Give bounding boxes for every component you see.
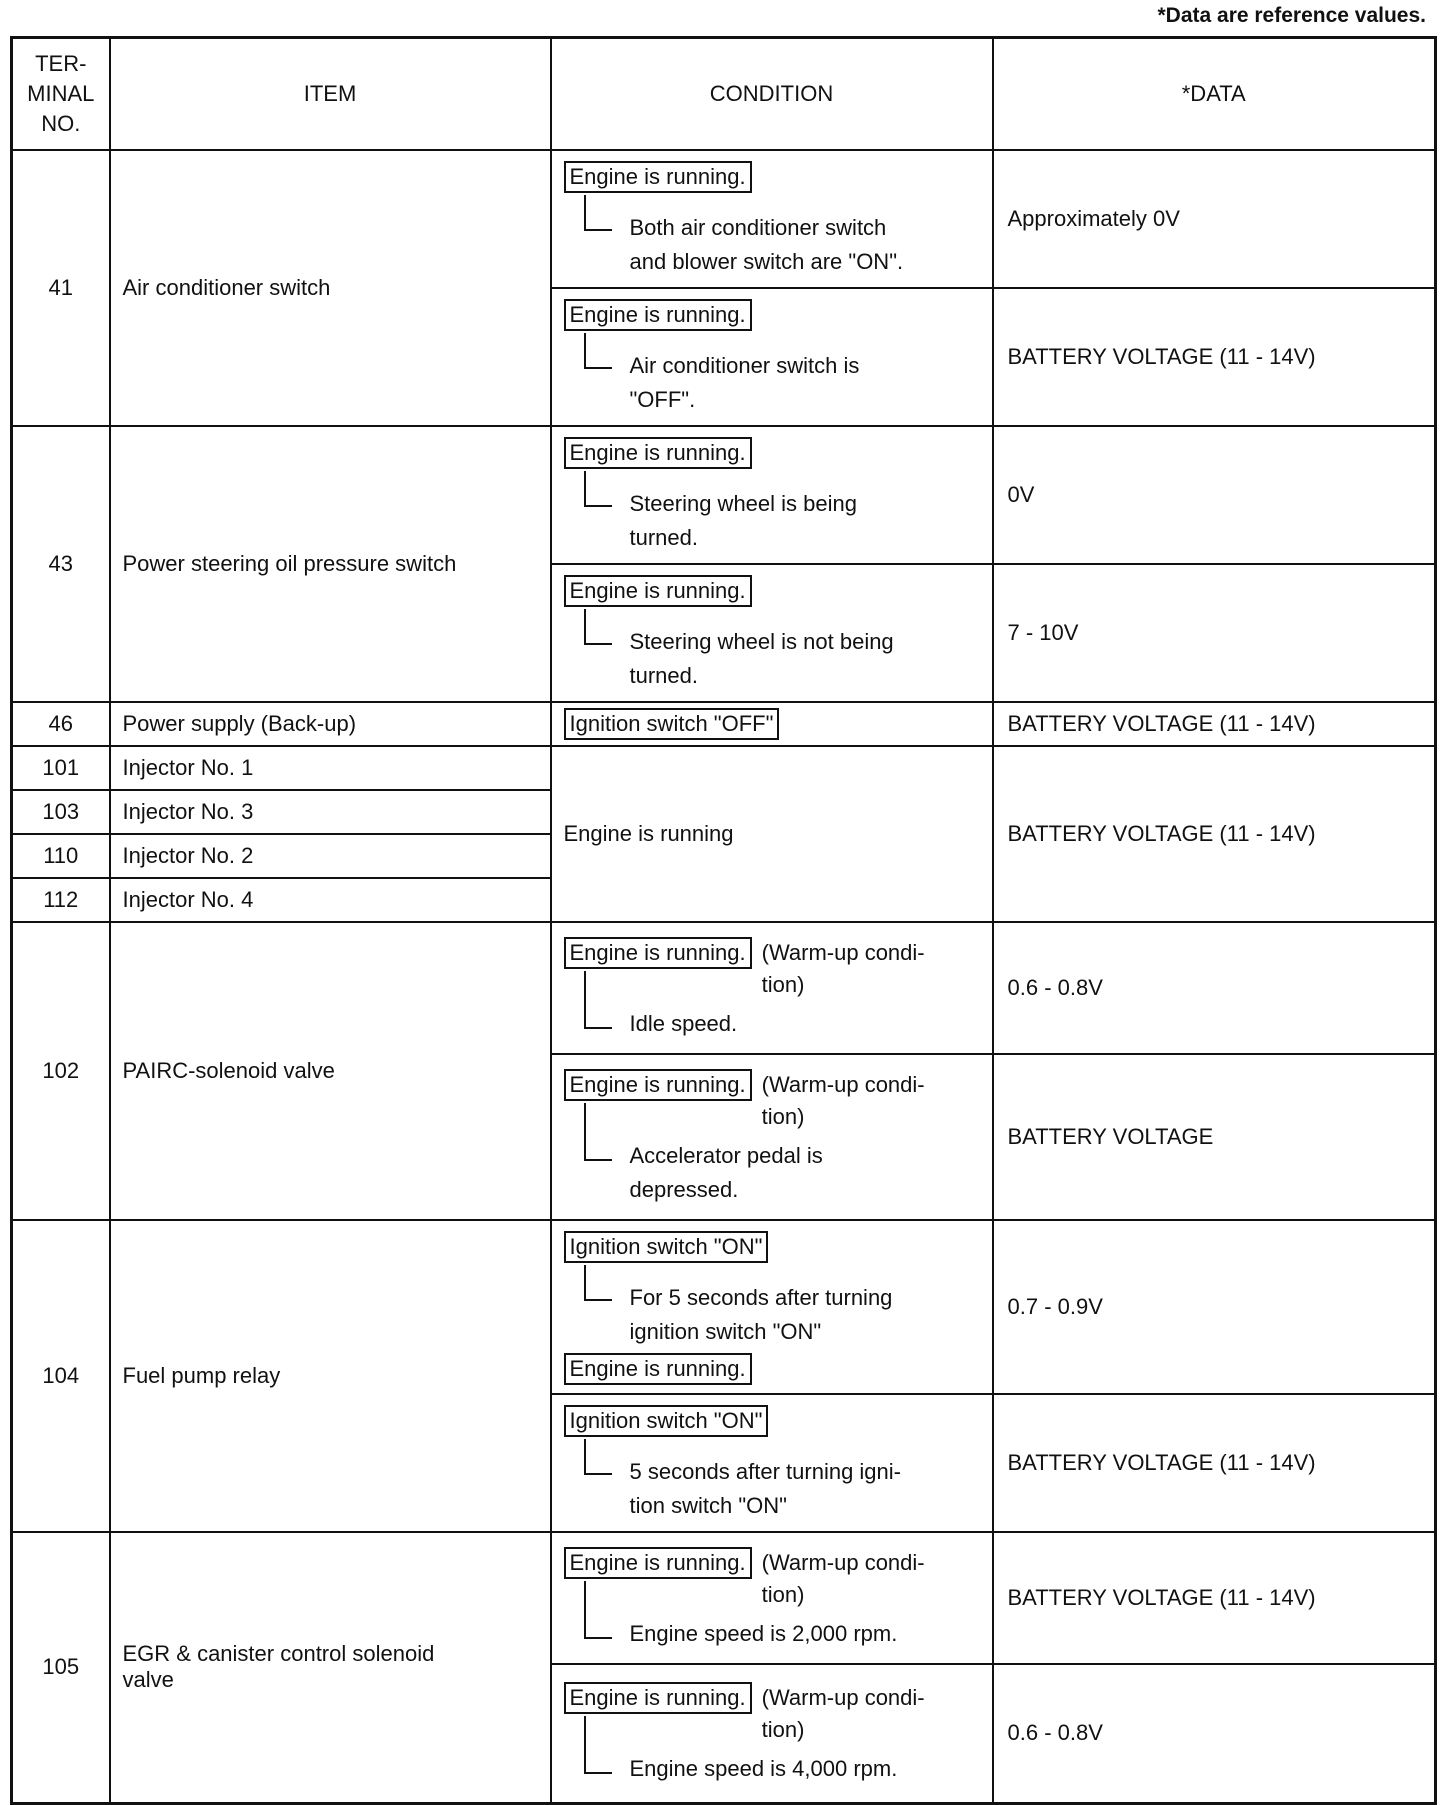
- item-name: Injector No. 3: [110, 790, 551, 834]
- data-value: 7 - 10V: [993, 564, 1436, 702]
- sub-condition: [584, 333, 984, 417]
- item-name: Air conditioner switch: [110, 150, 551, 426]
- condition-box: Engine is running.: [564, 575, 752, 607]
- terminal-number: 104: [12, 1220, 110, 1532]
- extra-line: tion): [761, 1717, 805, 1743]
- item-line: EGR & canister control solenoid: [122, 1641, 435, 1667]
- item-name: PAIRC-solenoid valve: [110, 922, 551, 1220]
- terminal-number: 41: [12, 150, 110, 426]
- extra-line: tion): [761, 1581, 805, 1607]
- sub-condition: [584, 1439, 984, 1523]
- table-row: [12, 1532, 1436, 1664]
- condition-cell: [551, 1220, 993, 1394]
- branch-line: [584, 609, 612, 645]
- header-terminal: [12, 38, 110, 150]
- table-row: [12, 922, 1436, 1054]
- condition-box: Ignition switch "ON": [564, 1231, 769, 1263]
- header-item: ITEM: [110, 38, 551, 150]
- condition-cell: [551, 702, 993, 746]
- condition-cell: [551, 1664, 993, 1804]
- extra-line: tion): [761, 971, 805, 997]
- terminal-number: 103: [12, 790, 110, 834]
- sub-condition: [584, 609, 984, 693]
- sub-line: Both air conditioner switch: [629, 214, 887, 240]
- condition-cell: [551, 1532, 993, 1664]
- header-data: *DATA: [993, 38, 1436, 150]
- header-condition: CONDITION: [551, 38, 993, 150]
- condition-cell: [551, 1054, 993, 1220]
- branch-line: [584, 195, 612, 231]
- branch-line: [584, 1265, 612, 1301]
- sub-condition-text: [630, 1716, 898, 1786]
- terminal-number: 101: [12, 746, 110, 790]
- sub-line: turned.: [629, 524, 698, 550]
- table-row: [12, 426, 1436, 564]
- data-value: BATTERY VOLTAGE: [993, 1054, 1436, 1220]
- sub-condition: [584, 471, 984, 555]
- data-value: BATTERY VOLTAGE (11 - 14V): [993, 746, 1436, 922]
- table-row: [12, 702, 1436, 746]
- condition-extra: [762, 937, 952, 1001]
- sub-condition-text: [630, 471, 857, 555]
- terminal-number: 43: [12, 426, 110, 702]
- table-row: [12, 746, 1436, 790]
- sub-line: For 5 seconds after turning: [629, 1284, 893, 1310]
- branch-line: [584, 1439, 612, 1475]
- header-terminal-line: TER-: [35, 50, 87, 76]
- branch-line: [584, 1581, 612, 1639]
- extra-line: (Warm-up condi-: [761, 1549, 925, 1575]
- branch-line: [584, 971, 612, 1029]
- data-value: Approximately 0V: [993, 150, 1436, 288]
- condition-box: Engine is running.: [564, 1682, 752, 1714]
- condition-box: Engine is running.: [564, 161, 752, 193]
- terminal-data-table: [10, 36, 1437, 1805]
- condition-cell: [551, 150, 993, 288]
- sub-line: 5 seconds after turning igni-: [629, 1458, 901, 1484]
- condition-cell: [551, 1394, 993, 1532]
- sub-line: and blower switch are "ON".: [629, 248, 904, 274]
- data-value: 0.7 - 0.9V: [993, 1220, 1436, 1394]
- item-line: valve: [122, 1667, 174, 1693]
- branch-line: [584, 1103, 612, 1161]
- extra-line: (Warm-up condi-: [761, 939, 925, 965]
- extra-line: (Warm-up condi-: [761, 1071, 925, 1097]
- condition-box: Engine is running.: [564, 1547, 752, 1579]
- header-row: [12, 38, 1436, 150]
- data-value: BATTERY VOLTAGE (11 - 14V): [993, 1532, 1436, 1664]
- item-name: [110, 1532, 551, 1804]
- condition-box: Engine is running.: [564, 1069, 752, 1101]
- sub-line: "OFF".: [629, 386, 696, 412]
- sub-line: depressed.: [629, 1176, 739, 1202]
- table-row: [12, 1220, 1436, 1394]
- condition-box: Engine is running.: [564, 437, 752, 469]
- sub-line: Steering wheel is not being: [629, 628, 894, 654]
- sub-line: Idle speed.: [629, 1010, 738, 1036]
- reference-note: *Data are reference values.: [1157, 4, 1426, 27]
- item-name: Fuel pump relay: [110, 1220, 551, 1532]
- sub-condition-text: [630, 195, 904, 279]
- condition-box: Engine is running.: [564, 299, 752, 331]
- sub-line: ignition switch "ON": [629, 1318, 822, 1344]
- sub-line: tion switch "ON": [629, 1492, 787, 1518]
- data-value: BATTERY VOLTAGE (11 - 14V): [993, 1394, 1436, 1532]
- condition-cell: [551, 564, 993, 702]
- item-name: Injector No. 4: [110, 878, 551, 922]
- sub-condition-text: [630, 1103, 823, 1207]
- condition-cell: Engine is running: [551, 746, 993, 922]
- terminal-number: 105: [12, 1532, 110, 1804]
- header-terminal-line: MINAL: [27, 80, 95, 106]
- sub-line: Engine speed is 2,000 rpm.: [629, 1620, 898, 1646]
- sub-line: Engine speed is 4,000 rpm.: [629, 1756, 898, 1782]
- branch-line: [584, 471, 612, 507]
- sub-line: Steering wheel is being: [629, 490, 857, 516]
- condition-box: Ignition switch "OFF": [564, 708, 780, 740]
- sub-condition-text: [630, 609, 894, 693]
- table-row: [12, 150, 1436, 288]
- terminal-number: 110: [12, 834, 110, 878]
- sub-condition-text: [630, 1265, 893, 1349]
- data-value: BATTERY VOLTAGE (11 - 14V): [993, 288, 1436, 426]
- data-value: 0V: [993, 426, 1436, 564]
- branch-line: [584, 1716, 612, 1774]
- branch-line: [584, 333, 612, 369]
- sub-line: Accelerator pedal is: [629, 1142, 823, 1168]
- terminal-number: 46: [12, 702, 110, 746]
- condition-cell: [551, 288, 993, 426]
- sub-condition-text: [630, 1581, 898, 1651]
- data-value: 0.6 - 0.8V: [993, 1664, 1436, 1804]
- sub-condition-text: [630, 1439, 902, 1523]
- data-value: BATTERY VOLTAGE (11 - 14V): [993, 702, 1436, 746]
- condition-box: Engine is running.: [564, 937, 752, 969]
- item-name: Power steering oil pressure switch: [110, 426, 551, 702]
- item-name: Power supply (Back-up): [110, 702, 551, 746]
- condition-box: Engine is running.: [564, 1353, 752, 1385]
- data-value: 0.6 - 0.8V: [993, 922, 1436, 1054]
- sub-condition: [584, 1265, 984, 1349]
- condition-cell: [551, 426, 993, 564]
- sub-condition-text: [630, 333, 860, 417]
- header-terminal-line: NO.: [41, 110, 81, 136]
- condition-box: Ignition switch "ON": [564, 1405, 769, 1437]
- sub-line: turned.: [629, 662, 698, 688]
- condition-cell: [551, 922, 993, 1054]
- item-name: Injector No. 2: [110, 834, 551, 878]
- terminal-number: 102: [12, 922, 110, 1220]
- item-name: Injector No. 1: [110, 746, 551, 790]
- sub-condition-text: [630, 971, 738, 1041]
- extra-line: tion): [761, 1103, 805, 1129]
- terminal-number: 112: [12, 878, 110, 922]
- extra-line: (Warm-up condi-: [761, 1685, 925, 1711]
- sub-line: Air conditioner switch is: [629, 352, 860, 378]
- sub-condition: [584, 195, 984, 279]
